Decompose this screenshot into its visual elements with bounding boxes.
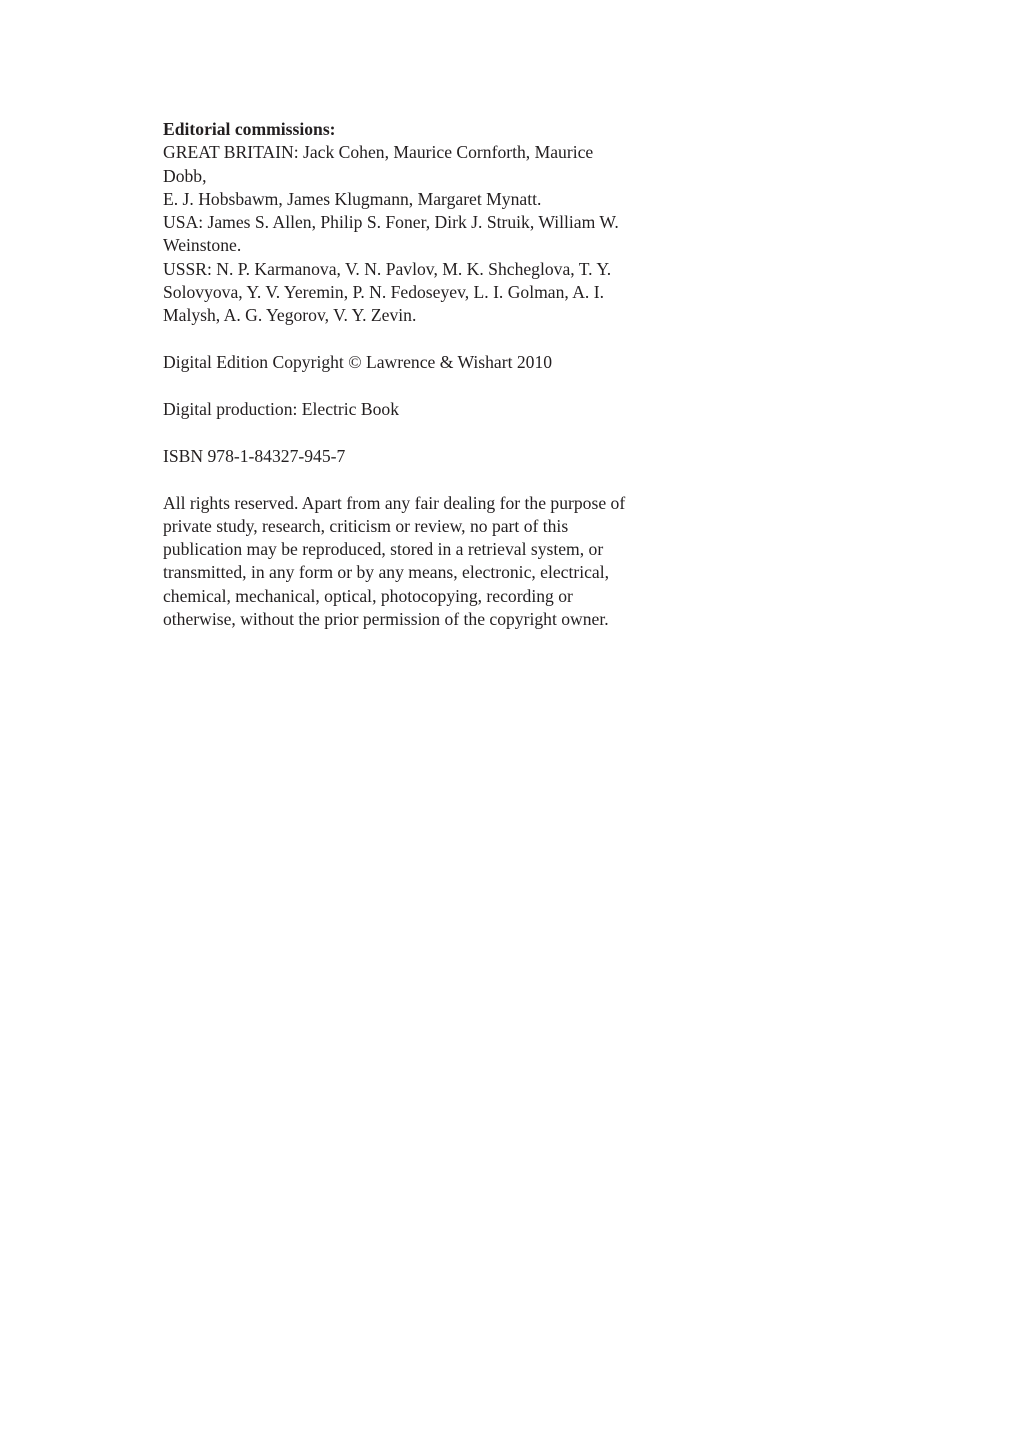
editorial-commissions — [163, 118, 703, 328]
rights-line: All rights reserved. Apart from any fair dealing for the purpose of — [163, 492, 626, 513]
commission-line: Solovyova, Y. V. Yeremin, P. N. Fedoseyev, L. I. Golman, A. I. — [163, 282, 604, 303]
isbn-line: ISBN 978-1-84327-945-7 — [163, 445, 346, 466]
isbn-block — [163, 445, 703, 468]
rights-line: private study, research, criticism or review, no part of this — [163, 515, 569, 536]
production-line: Digital production: Electric Book — [163, 398, 399, 419]
commission-line: E. J. Hobsbawm, James Klugmann, Margaret Mynatt. — [163, 188, 542, 209]
rights-line: otherwise, without the prior permission of the copyright owner. — [163, 609, 609, 630]
copyright-page — [163, 118, 703, 631]
commission-line: GREAT BRITAIN: Jack Cohen, Maurice Cornforth, Maurice — [163, 142, 594, 163]
copyright-line: Digital Edition Copyright © Lawrence & Wishart 2010 — [163, 352, 553, 373]
rights-line: chemical, mechanical, optical, photocopying, recording or — [163, 585, 573, 606]
commission-line: Malysh, A. G. Yegorov, V. Y. Zevin. — [163, 305, 417, 326]
editorial-commissions-heading: Editorial commissions: — [163, 119, 336, 139]
copyright-notice — [163, 351, 703, 374]
commission-line: USA: James S. Allen, Philip S. Foner, Dirk J. Struik, William W. — [163, 212, 619, 233]
rights-line: publication may be reproduced, stored in a retrieval system, or — [163, 539, 604, 560]
commission-line: Weinstone. — [163, 235, 242, 256]
production-credit — [163, 398, 703, 421]
rights-statement — [163, 492, 703, 632]
rights-line: transmitted, in any form or by any means, electronic, electrical, — [163, 562, 610, 583]
commission-line: USSR: N. P. Karmanova, V. N. Pavlov, M. K. Shcheglova, T. Y. — [163, 258, 612, 279]
commission-line: Dobb, — [163, 165, 207, 186]
